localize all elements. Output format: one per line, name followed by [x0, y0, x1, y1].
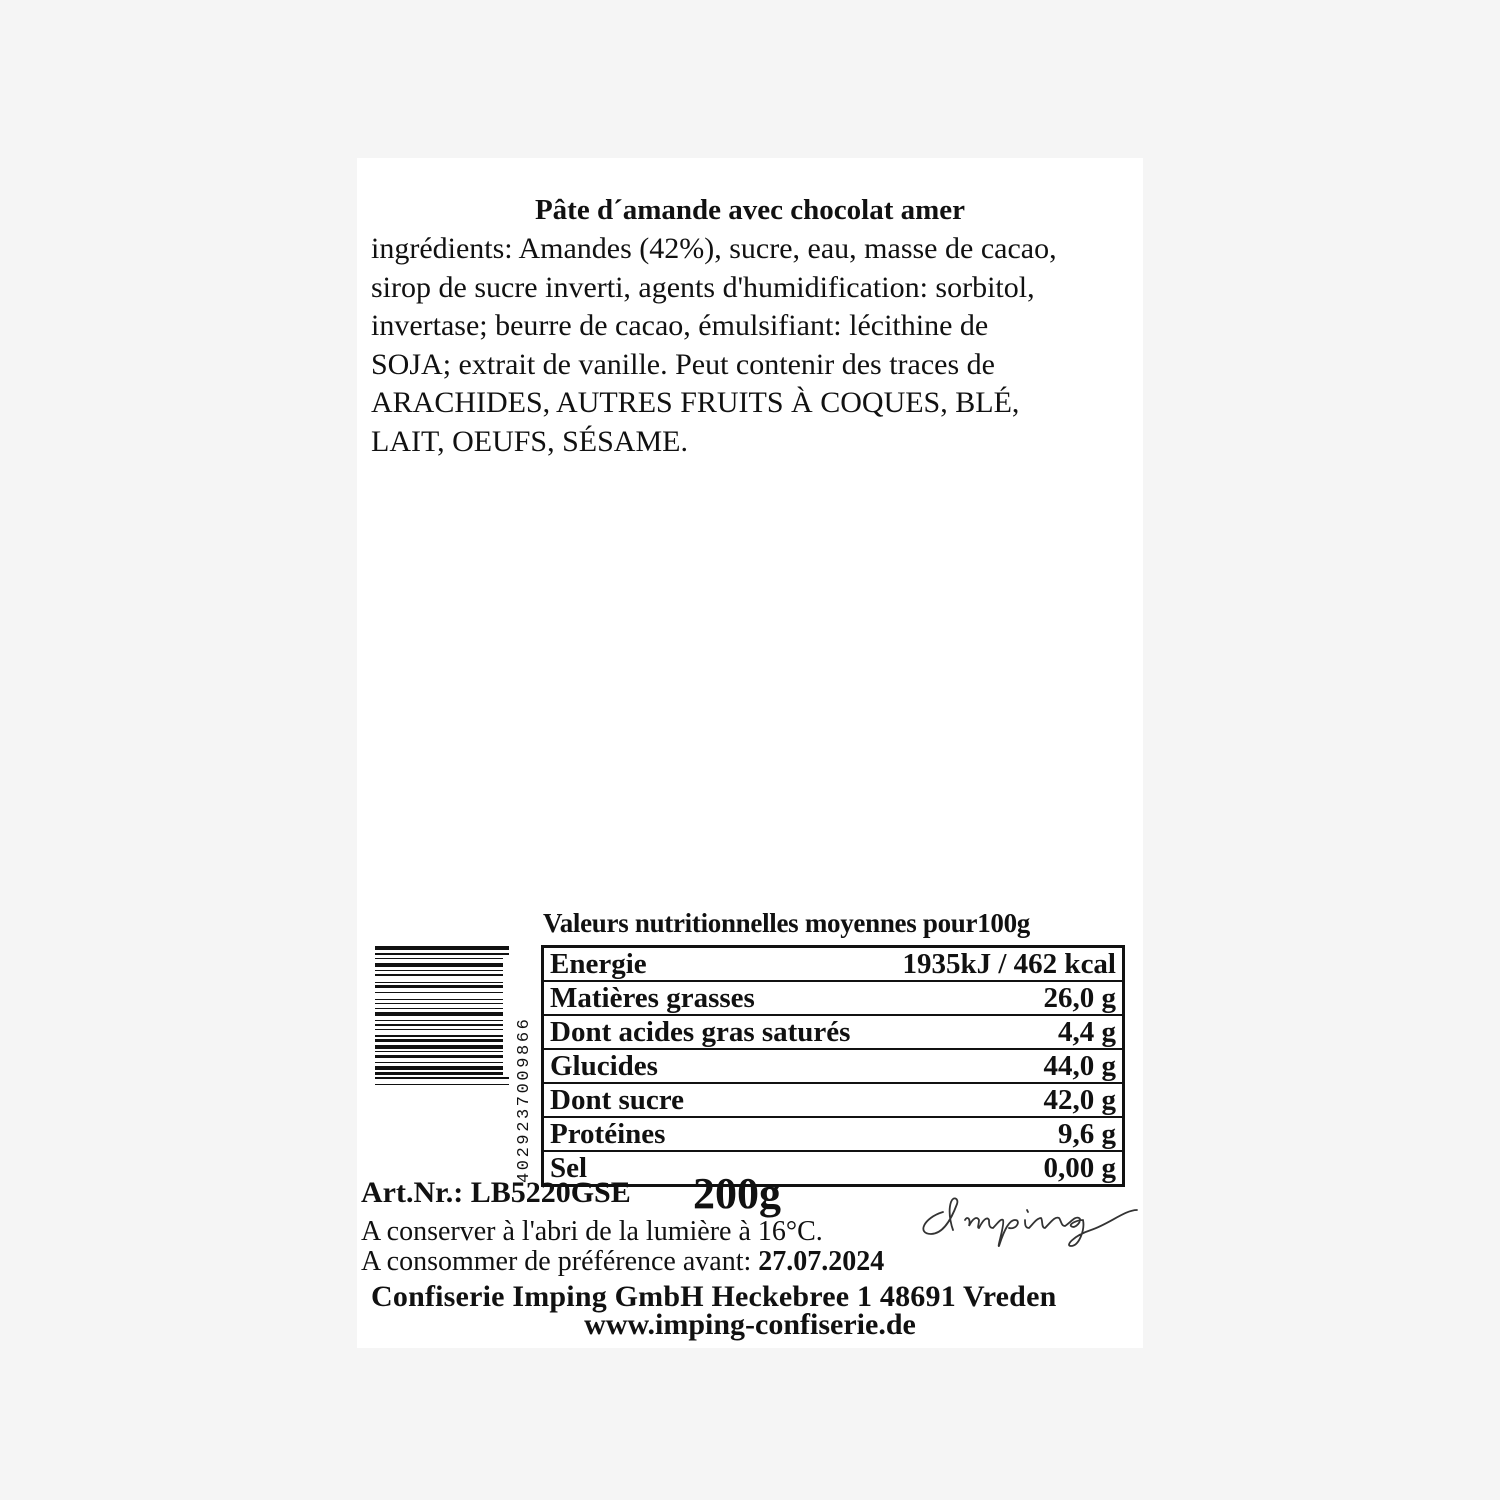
barcode-bar [375, 974, 503, 977]
barcode-bar [375, 963, 503, 967]
ingredients-line: sirop de sucre inverti, agents d'humidification: sorbitol, [371, 270, 1035, 304]
company-address: Confiserie Imping GmbH Heckebree 1 48691 Vreden [371, 1280, 1057, 1313]
barcode [375, 946, 509, 1152]
product-title: Pâte d´amande avec chocolat amer [534, 194, 966, 226]
nutrition-row-saturated-fat [543, 1015, 1124, 1049]
ingredients-text [371, 230, 1131, 462]
storage-instructions: A conserver à l'abri de la lumière à 16°C. [361, 1216, 823, 1247]
article-number: Art.Nr.: LB5220GSE [361, 1176, 631, 1209]
barcode-bar [375, 1055, 503, 1058]
nutrition-label: Dont sucre [543, 1083, 880, 1117]
barcode-bar [375, 1029, 503, 1030]
nutrition-row-carbohydrates [543, 1049, 1124, 1083]
ingredients-line: SOJA; extrait de vanille. Peut contenir des traces de [371, 347, 995, 381]
best-before-label: A consommer de préférence avant: [361, 1246, 759, 1277]
nutrition-heading: Valeurs nutritionnelles moyennes pour100g [543, 908, 1030, 938]
barcode-bar [375, 1077, 509, 1078]
barcode-number: 4029237009866 [515, 1016, 534, 1183]
barcode-bar [375, 958, 503, 959]
nutrition-label: Sel [550, 1152, 588, 1184]
best-before-date: 27.07.2024 [758, 1246, 885, 1277]
barcode-bar [375, 1084, 509, 1085]
nutrition-row-sugar [543, 1083, 1124, 1117]
nutrition-value: 26,0 g [880, 981, 1124, 1015]
nutrition-value: 1935kJ / 462 kcal [880, 947, 1124, 982]
net-weight: 200g [693, 1169, 781, 1218]
ingredients-line: ingrédients: Amandes (42%), sucre, eau, masse de cacao, [371, 232, 1057, 265]
barcode-bar [375, 1066, 503, 1070]
signature-logo [913, 1190, 1145, 1250]
ingredients-line: ARACHIDES, AUTRES FRUITS À COQUES, BLÉ, [371, 386, 1020, 420]
barcode-bar [375, 1035, 503, 1036]
nutrition-table [541, 945, 1125, 1187]
nutrition-label: Protéines [543, 1117, 880, 1151]
website-url: www.imping-confiserie.de [584, 1308, 916, 1341]
barcode-bar [375, 1045, 503, 1049]
barcode-bar [375, 982, 503, 983]
nutrition-row-energy [543, 947, 1124, 982]
barcode-bar [375, 999, 503, 1000]
barcode-bar [375, 1008, 503, 1009]
barcode-bar [375, 1051, 503, 1052]
barcode-bar [375, 1062, 503, 1063]
nutrition-value: 44,0 g [880, 1049, 1124, 1083]
ingredients-line: LAIT, OEUFS, SÉSAME. [371, 424, 688, 458]
best-before [361, 1246, 884, 1278]
nutrition-value: 9,6 g [880, 1117, 1124, 1151]
nutrition-value: 0,00 g [1043, 1152, 1116, 1184]
barcode-bar [375, 992, 503, 993]
nutrition-label: Glucides [543, 1049, 880, 1083]
barcode-bar [375, 1020, 503, 1021]
barcode-bars [375, 946, 509, 1152]
barcode-bar [375, 970, 503, 971]
nutrition-label: Dont acides gras saturés [543, 1015, 880, 1049]
barcode-bar [375, 1039, 503, 1042]
nutrition-value: 42,0 g [880, 1083, 1124, 1117]
barcode-bar [375, 1003, 503, 1004]
ingredients-line: invertase; beurre de cacao, émulsifiant: lécithine de [371, 309, 989, 343]
barcode-bar [375, 1072, 503, 1075]
nutrition-row-fat [543, 981, 1124, 1015]
product-label [357, 158, 1143, 1348]
nutrition-row-protein [543, 1117, 1124, 1151]
nutrition-label: Matières grasses [543, 981, 880, 1015]
barcode-bar [375, 1024, 503, 1027]
nutrition-label: Energie [543, 947, 880, 982]
barcode-bar [375, 946, 509, 950]
barcode-bar [375, 1012, 503, 1016]
barcode-bar [375, 953, 509, 956]
nutrition-value: 4,4 g [880, 1015, 1124, 1049]
barcode-bar [375, 985, 503, 988]
